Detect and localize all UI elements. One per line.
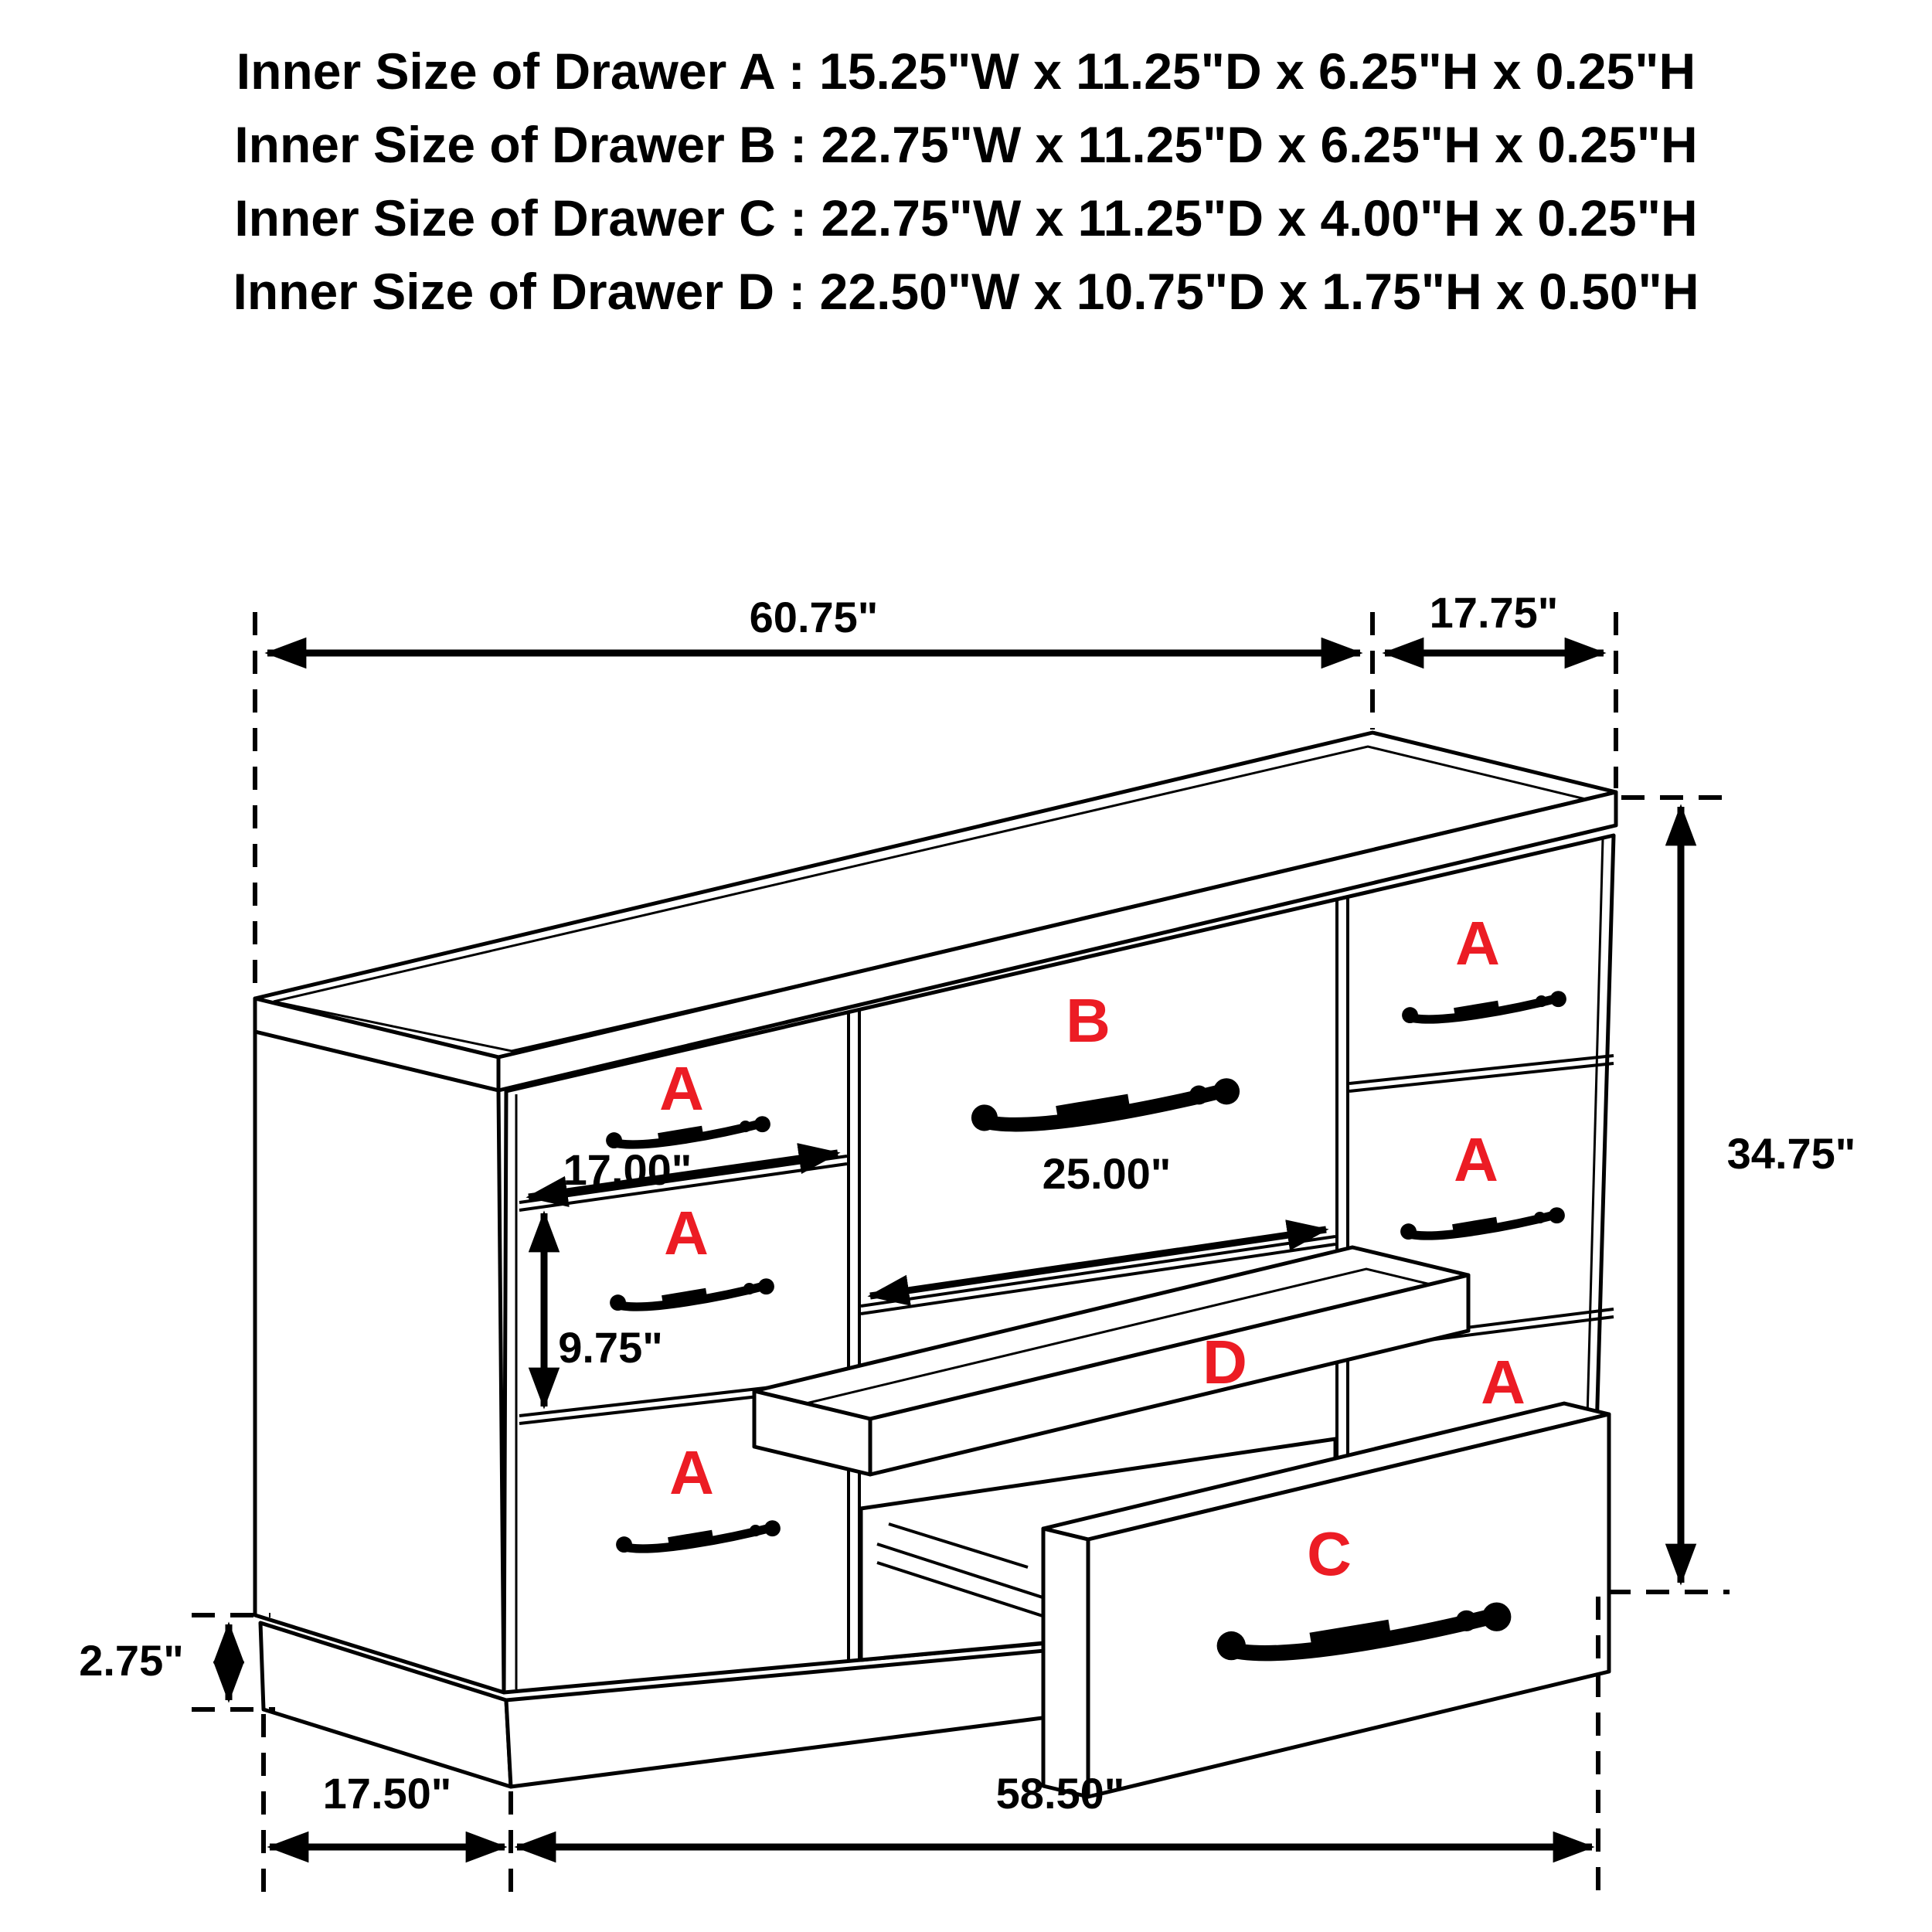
drawer-c-left-wall [1043,1529,1088,1797]
drawer-label-a1: A [659,1054,704,1123]
spec-line-drawer-d: Inner Size of Drawer D : 22.50"W x 10.75"D x 1.75"H x 0.50"H [233,263,1699,320]
spec-line-drawer-c: Inner Size of Drawer C : 22.75"W x 11.25"D x 4.00"H x 0.25"H [234,189,1698,247]
spec-line-drawer-a: Inner Size of Drawer A : 15.25"W x 11.25"D x 6.25"H x 0.25"H [236,43,1696,100]
dim-label-58-50: 58.50" [995,1769,1125,1818]
dim-label-60-75: 60.75" [749,593,879,641]
dimension-plinth-height [79,1615,275,1709]
dim-label-17-75: 17.75" [1429,588,1559,637]
drawer-label-c: C [1307,1519,1352,1588]
drawer-label-a3: A [669,1438,714,1507]
dim-label-34-75: 34.75" [1726,1129,1856,1178]
drawer-label-d: D [1202,1328,1247,1396]
dimension-total-height [1607,798,1855,1592]
drawer-label-b1: B [1066,986,1111,1055]
drawer-label-a6: A [1481,1348,1526,1417]
drawer-label-a2: A [664,1199,709,1267]
spec-line-drawer-b: Inner Size of Drawer B : 22.75"W x 11.25"D x 6.25"H x 0.25"H [234,116,1698,173]
dim-label-17-50: 17.50" [322,1769,452,1818]
left-side-panel [255,1032,504,1692]
dresser-drawing [255,733,1616,1797]
drawer-label-a5: A [1454,1125,1498,1194]
dim-label-17-00: 17.00" [563,1145,692,1194]
dim-label-9-75: 9.75" [558,1323,663,1372]
drawer-label-a4: A [1455,909,1500,978]
header-spec-block [233,43,1699,320]
dim-label-2-75: 2.75" [79,1636,184,1685]
dim-label-25-00: 25.00" [1042,1149,1172,1198]
